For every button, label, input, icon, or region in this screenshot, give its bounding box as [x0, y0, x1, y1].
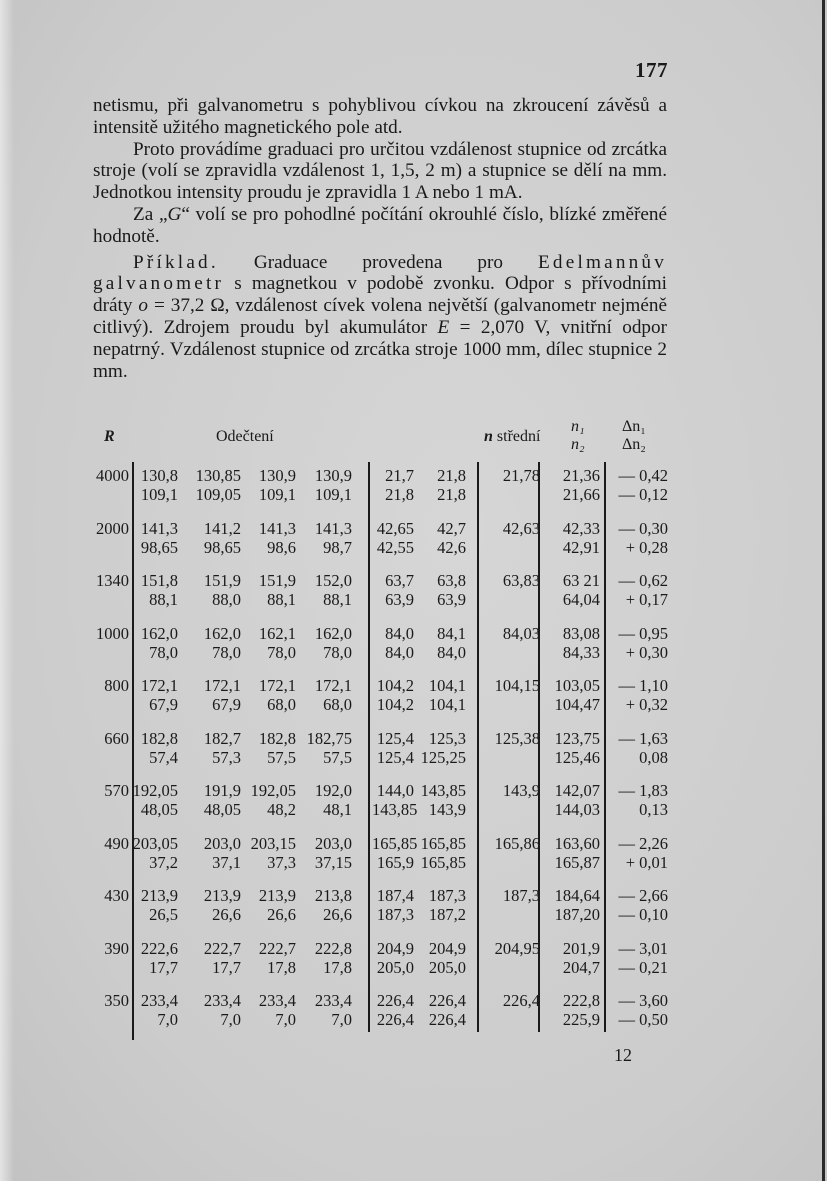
cell-reading-4: 130,9 [314, 466, 352, 485]
cell-reading-1: 7,0 [157, 1010, 178, 1029]
cell-reading-4: 172,1 [314, 676, 352, 695]
cell-reading-2: 222,7 [203, 938, 241, 958]
cell-reading-3: 151,9 [258, 571, 296, 590]
cell-reading-3: 78,0 [267, 642, 296, 662]
cell-n-stredni: 204,95 [494, 938, 540, 958]
table-row [92, 748, 670, 768]
table-row [92, 886, 670, 906]
cell-reading-3: 162,1 [258, 623, 296, 643]
cell-mean-2: 226,4 [428, 1010, 466, 1029]
table-row [92, 905, 670, 925]
cell-reading-4: 7,0 [331, 1010, 352, 1029]
page-edge-highlight [0, 0, 14, 1181]
cell-reading-1: 233,4 [140, 991, 178, 1010]
cell-n-value: 165,87 [554, 852, 600, 872]
cell-reading-3: 57,5 [267, 747, 296, 767]
cell-mean-2: 42,7 [437, 518, 466, 538]
cell-mean-1: 165,9 [376, 852, 414, 872]
cell-reading-3: 222,7 [258, 938, 296, 958]
header-n-stredni: n střední [484, 428, 541, 445]
cell-n-stredni: 125,38 [494, 728, 540, 748]
cell-mean-2: 143,85 [420, 781, 466, 800]
cell-n-stredni: 63,83 [502, 571, 540, 590]
example-label: Příklad. [133, 251, 219, 273]
cell-reading-2: 57,3 [212, 747, 241, 767]
header-r: R [104, 428, 115, 445]
table-row [92, 519, 670, 539]
cell-n-stredni: 165,86 [494, 833, 540, 853]
cell-resistance: 1340 [96, 571, 129, 590]
page-number: 177 [635, 58, 668, 82]
table-row-group [92, 624, 670, 677]
cell-reading-1: 162,0 [140, 623, 178, 643]
cell-reading-2: 213,9 [203, 886, 241, 905]
cell-reading-1: 130,8 [140, 466, 178, 485]
header-odecteni: Odečtení [216, 428, 274, 445]
cell-reading-4: 109,1 [314, 485, 352, 504]
cell-n-value: 187,20 [554, 905, 600, 924]
cell-reading-3: 182,8 [258, 728, 296, 748]
cell-reading-3: 7,0 [275, 1010, 296, 1029]
cell-reading-4: 88,1 [323, 590, 352, 609]
cell-resistance: 4000 [96, 466, 129, 485]
cell-mean-1: 226,4 [376, 991, 414, 1010]
cell-reading-4: 152,0 [314, 571, 352, 590]
cell-mean-1: 21,8 [385, 485, 414, 504]
cell-reading-3: 17,8 [267, 957, 296, 977]
cell-mean-2: 21,8 [437, 485, 466, 504]
cell-reading-3: 48,2 [267, 800, 296, 819]
cell-n-stredni: 21,78 [502, 466, 540, 485]
cell-delta-n: + 0,28 [625, 537, 668, 557]
cell-reading-2: 191,9 [203, 781, 241, 800]
cell-mean-2: 143,9 [428, 800, 466, 819]
cell-n-value: 142,07 [554, 781, 600, 800]
cell-resistance: 2000 [96, 518, 129, 538]
cell-reading-1: 57,4 [149, 747, 178, 767]
cell-mean-1: 104,2 [376, 695, 414, 714]
cell-reading-4: 141,3 [314, 518, 352, 538]
cell-reading-1: 172,1 [140, 676, 178, 695]
cell-reading-4: 57,5 [323, 747, 352, 767]
table-row-group [92, 571, 670, 624]
cell-mean-2: 187,2 [428, 905, 466, 924]
cell-reading-2: 17,7 [212, 957, 241, 977]
table-row [92, 571, 670, 591]
cell-reading-2: 37,1 [212, 852, 241, 872]
cell-reading-2: 203,0 [203, 833, 241, 853]
cell-resistance: 660 [104, 728, 129, 748]
cell-reading-2: 233,4 [203, 991, 241, 1010]
table-row [92, 695, 670, 715]
cell-mean-1: 187,4 [376, 886, 414, 905]
cell-mean-2: 63,9 [437, 590, 466, 609]
header-n1-n2: n₁ n₂ [571, 418, 585, 453]
table-row [92, 729, 670, 749]
cell-delta-n: — 0,10 [618, 905, 668, 924]
table-row-group [92, 781, 670, 834]
cell-reading-4: 17,8 [323, 957, 352, 977]
paragraph-example: Příklad. Graduace provedena pro Edelmannův galvanometr s magnetkou v podobě zvonku. Odpor s přívodními dráty o = 37,2 Ω, vzdálenost cívek volena největší (galvanometr nejméně citlivý). Zdrojem proudu byl akumulátor E = 2,070 V, vnitřní odpor nepatrný. Vzdálenost stupnice od zrcátka stroje 1000 mm, dílec stupnice 2 mm. [93, 251, 667, 382]
cell-n-value: 204,7 [562, 957, 600, 977]
cell-reading-3: 192,05 [250, 781, 296, 800]
cell-n-stredni: 226,4 [502, 991, 540, 1010]
cell-mean-2: 84,1 [437, 623, 466, 643]
cell-reading-3: 37,3 [267, 852, 296, 872]
instrument-name: Edelmannův galvanometr [93, 251, 667, 295]
cell-n-value: 123,75 [554, 728, 600, 748]
cell-delta-n: — 0,42 [618, 466, 668, 485]
cell-reading-2: 130,85 [195, 466, 241, 485]
cell-delta-n: — 3,01 [618, 938, 668, 958]
cell-mean-2: 125,3 [428, 728, 466, 748]
cell-n-value: 163,60 [554, 833, 600, 853]
header-delta-n: Δn₁ Δn₂ [622, 418, 646, 453]
cell-delta-n: — 0,95 [618, 623, 668, 643]
cell-n-value: 63 21 [562, 571, 600, 590]
cell-delta-n: — 1,10 [618, 676, 668, 695]
table-row-group [92, 991, 670, 1044]
cell-delta-n: — 1,63 [618, 728, 668, 748]
cell-reading-4: 26,6 [323, 905, 352, 924]
signature-mark: 12 [614, 1045, 632, 1065]
cell-mean-1: 84,0 [385, 642, 414, 662]
cell-delta-n: — 3,60 [618, 991, 668, 1010]
cell-n-value: 42,33 [562, 518, 600, 538]
table-row [92, 1010, 670, 1030]
paragraph-g-choice: Za „G“ volí se pro pohodlné počítání okrouhlé číslo, blízké změřené hodnotě. [93, 203, 667, 247]
cell-resistance: 430 [104, 886, 129, 905]
cell-mean-2: 125,25 [420, 747, 466, 767]
cell-mean-1: 125,4 [376, 728, 414, 748]
cell-mean-2: 84,0 [437, 642, 466, 662]
cell-mean-2: 165,85 [420, 833, 466, 853]
cell-reading-2: 67,9 [212, 695, 241, 714]
cell-resistance: 390 [104, 938, 129, 958]
cell-resistance: 490 [104, 833, 129, 853]
table-row [92, 800, 670, 820]
cell-reading-2: 172,1 [203, 676, 241, 695]
cell-n-stredni: 104,15 [494, 676, 540, 695]
cell-reading-3: 213,9 [258, 886, 296, 905]
cell-reading-3: 26,6 [267, 905, 296, 924]
cell-reading-1: 151,8 [140, 571, 178, 590]
cell-reading-3: 98,6 [267, 537, 296, 557]
table-row [92, 590, 670, 610]
cell-delta-n: — 0,21 [618, 957, 668, 977]
cell-mean-1: 63,9 [385, 590, 414, 609]
table-body [92, 466, 670, 1044]
table-row [92, 991, 670, 1011]
paragraph-continuation: netismu, při galvanometru s pohyblivou cívkou na zkroucení závěsů a intensitě užitého magnetického pole atd. [93, 95, 667, 138]
table-row [92, 958, 670, 978]
cell-reading-2: 151,9 [203, 571, 241, 590]
paragraph-graduation: Proto provádíme graduaci pro určitou vzdálenost stupnice od zrcátka stroje (volí se zpravidla vzdálenost 1, 1,5, 2 m) a stupnice se dělí na mm. Jednotkou intensity proudu je zpravidla 1 A nebo 1 mA. [93, 138, 667, 204]
cell-mean-2: 187,3 [428, 886, 466, 905]
cell-delta-n: + 0,32 [625, 695, 668, 714]
cell-mean-2: 205,0 [428, 957, 466, 977]
cell-reading-1: 37,2 [149, 852, 178, 872]
cell-resistance: 800 [104, 676, 129, 695]
cell-reading-3: 130,9 [258, 466, 296, 485]
cell-reading-2: 109,05 [195, 485, 241, 504]
cell-reading-2: 141,2 [203, 518, 241, 538]
cell-reading-3: 88,1 [267, 590, 296, 609]
cell-n-value: 42,91 [562, 537, 600, 557]
cell-resistance: 1000 [96, 623, 129, 643]
table-row [92, 834, 670, 854]
cell-reading-2: 48,05 [203, 800, 241, 819]
cell-n-value: 64,04 [562, 590, 600, 609]
table-row [92, 624, 670, 644]
cell-mean-1: 226,4 [376, 1010, 414, 1029]
cell-reading-4: 48,1 [323, 800, 352, 819]
cell-n-stredni: 187,3 [502, 886, 540, 905]
cell-mean-2: 204,9 [428, 938, 466, 958]
cell-mean-2: 165,85 [420, 852, 466, 872]
cell-n-value: 104,47 [554, 695, 600, 714]
table-row [92, 538, 670, 558]
cell-mean-2: 63,8 [437, 571, 466, 590]
cell-reading-3: 109,1 [258, 485, 296, 504]
cell-reading-1: 222,6 [140, 938, 178, 958]
table-row-group [92, 466, 670, 519]
cell-n-value: 222,8 [562, 991, 600, 1010]
cell-mean-1: 63,7 [385, 571, 414, 590]
cell-reading-1: 88,1 [149, 590, 178, 609]
cell-delta-n: — 0,62 [618, 571, 668, 590]
cell-reading-3: 203,15 [250, 833, 296, 853]
cell-reading-1: 17,7 [149, 957, 178, 977]
cell-mean-2: 104,1 [428, 676, 466, 695]
cell-delta-n: + 0,01 [625, 852, 668, 872]
cell-mean-1: 187,3 [376, 905, 414, 924]
cell-reading-4: 98,7 [323, 537, 352, 557]
cell-mean-1: 42,55 [376, 537, 414, 557]
cell-reading-1: 67,9 [149, 695, 178, 714]
table-row-group [92, 676, 670, 729]
cell-reading-4: 192,0 [314, 781, 352, 800]
cell-delta-n: — 0,30 [618, 518, 668, 538]
cell-reading-3: 68,0 [267, 695, 296, 714]
cell-mean-1: 21,7 [385, 466, 414, 485]
cell-n-value: 184,64 [554, 886, 600, 905]
cell-reading-1: 109,1 [140, 485, 178, 504]
cell-reading-1: 192,05 [132, 781, 178, 800]
table-row [92, 781, 670, 801]
cell-reading-1: 98,65 [140, 537, 178, 557]
cell-reading-4: 182,75 [306, 728, 352, 748]
cell-n-stredni: 42,63 [502, 518, 540, 538]
cell-delta-n: 0,13 [639, 800, 668, 819]
table-row [92, 676, 670, 696]
table-row [92, 466, 670, 486]
cell-reading-3: 233,4 [258, 991, 296, 1010]
cell-delta-n: + 0,17 [625, 590, 668, 609]
cell-reading-1: 182,8 [140, 728, 178, 748]
table-row [92, 939, 670, 959]
table-row-group [92, 729, 670, 782]
cell-resistance: 350 [104, 991, 129, 1010]
cell-reading-1: 203,05 [132, 833, 178, 853]
table-row [92, 485, 670, 505]
cell-mean-1: 143,85 [372, 800, 418, 819]
cell-mean-2: 226,4 [428, 991, 466, 1010]
cell-reading-4: 203,0 [314, 833, 352, 853]
cell-reading-2: 78,0 [212, 642, 241, 662]
cell-n-value: 84,33 [562, 642, 600, 662]
cell-reading-2: 98,65 [203, 537, 241, 557]
cell-mean-1: 205,0 [376, 957, 414, 977]
cell-reading-2: 7,0 [220, 1010, 241, 1029]
cell-mean-2: 104,1 [428, 695, 466, 714]
table-row [92, 643, 670, 663]
cell-n-value: 21,36 [562, 466, 600, 485]
cell-reading-2: 26,6 [212, 905, 241, 924]
page-edge-border [822, 0, 825, 1181]
cell-reading-1: 26,5 [149, 905, 178, 924]
cell-delta-n: — 0,50 [618, 1010, 668, 1029]
cell-reading-2: 162,0 [203, 623, 241, 643]
body-text [93, 95, 667, 382]
cell-mean-1: 104,2 [376, 676, 414, 695]
symbol-g: G [167, 203, 182, 225]
cell-n-stredni: 84,03 [502, 623, 540, 643]
cell-delta-n: — 2,66 [618, 886, 668, 905]
cell-mean-2: 42,6 [437, 537, 466, 557]
cell-reading-3: 172,1 [258, 676, 296, 695]
cell-resistance: 570 [104, 781, 129, 800]
table-header [92, 418, 670, 466]
cell-reading-1: 213,9 [140, 886, 178, 905]
cell-mean-1: 165,85 [372, 833, 418, 853]
cell-reading-4: 37,15 [314, 852, 352, 872]
cell-mean-1: 204,9 [376, 938, 414, 958]
cell-n-value: 225,9 [562, 1010, 600, 1029]
table-row-group [92, 886, 670, 939]
table-row-group [92, 519, 670, 572]
cell-n-value: 125,46 [554, 747, 600, 767]
cell-reading-4: 162,0 [314, 623, 352, 643]
cell-mean-1: 144,0 [376, 781, 414, 800]
cell-reading-4: 78,0 [323, 642, 352, 662]
cell-mean-1: 42,65 [376, 518, 414, 538]
cell-reading-4: 233,4 [314, 991, 352, 1010]
cell-reading-3: 141,3 [258, 518, 296, 538]
cell-n-value: 103,05 [554, 676, 600, 695]
cell-delta-n: — 1,83 [618, 781, 668, 800]
cell-n-stredni: 143,9 [502, 781, 540, 800]
cell-reading-4: 222,8 [314, 938, 352, 958]
cell-n-value: 201,9 [562, 938, 600, 958]
cell-mean-1: 84,0 [385, 623, 414, 643]
cell-reading-4: 213,8 [314, 886, 352, 905]
cell-reading-1: 78,0 [149, 642, 178, 662]
cell-delta-n: + 0,30 [625, 642, 668, 662]
cell-delta-n: — 2,26 [618, 833, 668, 853]
cell-n-value: 21,66 [562, 485, 600, 504]
cell-mean-1: 125,4 [376, 747, 414, 767]
table-row-group [92, 834, 670, 887]
cell-n-value: 83,08 [562, 623, 600, 643]
table-row [92, 853, 670, 873]
cell-reading-1: 141,3 [140, 518, 178, 538]
cell-reading-1: 48,05 [140, 800, 178, 819]
cell-delta-n: — 0,12 [618, 485, 668, 504]
cell-delta-n: 0,08 [639, 747, 668, 767]
cell-mean-2: 21,8 [437, 466, 466, 485]
cell-reading-2: 182,7 [203, 728, 241, 748]
table-row-group [92, 939, 670, 992]
cell-reading-4: 68,0 [323, 695, 352, 714]
cell-n-value: 144,03 [554, 800, 600, 819]
cell-reading-2: 88,0 [212, 590, 241, 609]
graduation-table [92, 418, 670, 1044]
